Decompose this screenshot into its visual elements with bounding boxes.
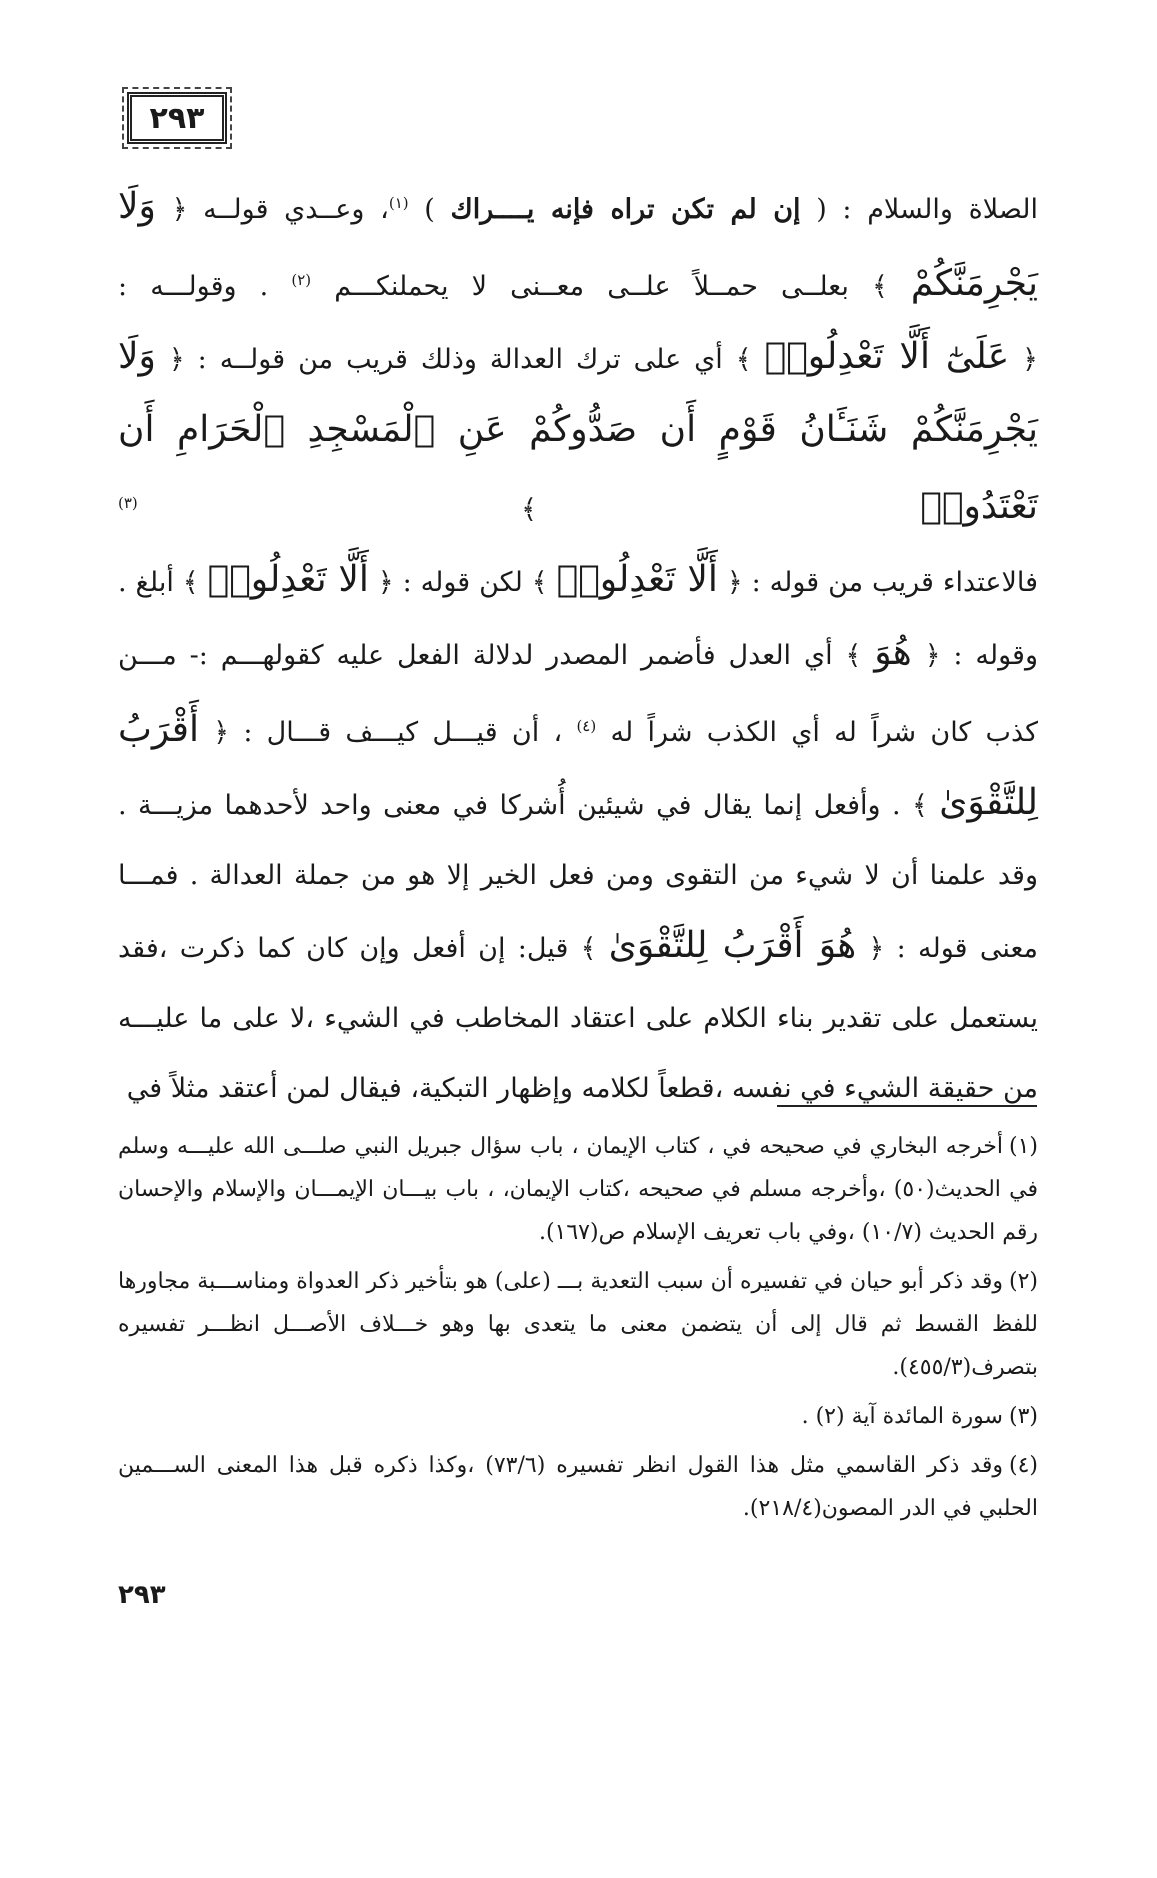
footnote bbox=[118, 1395, 1038, 1438]
text-line bbox=[118, 395, 1038, 545]
footnote-reference: (١) bbox=[388, 194, 409, 212]
text-line bbox=[118, 841, 1038, 911]
footnote-text: سورة المائدة آية (٢) . bbox=[801, 1404, 1003, 1429]
quran-verse: لِلتَّقْوَىٰ bbox=[939, 782, 1038, 823]
footnote-reference: (٣) bbox=[118, 494, 138, 512]
quran-verse: هُوَ أَقْرَبُ لِلتَّقْوَىٰ bbox=[608, 925, 857, 966]
text-segment: وقوله : ﴿ bbox=[911, 640, 1038, 671]
footnotes bbox=[118, 1125, 1038, 1536]
text-line bbox=[118, 245, 1038, 322]
page-number-bottom: ٢٩٣ bbox=[118, 1580, 166, 1610]
text-segment: فالاعتداء قريب من قوله : ﴿ bbox=[717, 567, 1038, 598]
text-line bbox=[118, 322, 1038, 395]
text-segment: ، أن قيـــل كيـــف قـــال : ﴿ bbox=[198, 717, 577, 748]
quran-verse: عَلَىٰٓ أَلَّا تَعْدِلُوا۟ bbox=[764, 336, 1010, 377]
text-segment: ﴾ لكن قوله : ﴿ bbox=[368, 567, 557, 598]
text-line bbox=[118, 768, 1038, 841]
text-segment: ﴾ . وأفعل إنما يقال في شيئين أُشركا في معنى واحد لأحدهما مزيـــة . bbox=[118, 790, 940, 821]
footnote-number: (٣) bbox=[1008, 1404, 1038, 1429]
text-segment: ﴾ أي العدل فأضمر المصدر لدلالة الفعل عليه كقولهـــم :- مـــن bbox=[118, 640, 875, 671]
text-segment: . وقولـــه : bbox=[118, 271, 292, 302]
quran-verse: وَلَا bbox=[118, 186, 156, 227]
text-line bbox=[118, 911, 1038, 984]
footnote bbox=[118, 1444, 1038, 1530]
footnote-text: وقد ذكر أبو حيان في تفسيره أن سبب التعدية بـــ (على) هو بتأخير ذكر العدواة ومناســـبة مجاورها للفظ القسط ثم قال إلى أن يتضمن معنى ما يتعدى بها وهو خـــلاف الأصـــل انظـــر تفسيره بتصرف(٤٥٥/٣). bbox=[118, 1269, 1038, 1380]
main-text bbox=[118, 168, 1038, 1124]
footnote-text: وقد ذكر القاسمي مثل هذا القول انظر تفسيره (٧٣/٦) ،وكذا ذكره قبل هذا المعنى الســـمين الحلبي في الدر المصون(٢١٨/٤). bbox=[118, 1453, 1038, 1521]
quran-verse: يَجْرِمَنَّكُمْ شَنَـَٔانُ قَوْمٍ أَن صَدُّوكُمْ عَنِ ٱلْمَسْجِدِ ٱلْحَرَامِ أَن تَعْتَدُوا۟ bbox=[118, 409, 1038, 527]
footnote bbox=[118, 1260, 1038, 1389]
text-line bbox=[118, 168, 1038, 245]
text-segment: وقد علمنا أن لا شيء من التقوى ومن فعل الخير إلا هو من جملة العدالة . فمـــا bbox=[118, 860, 1038, 891]
hadith-quote: إن لم تكن تراه فإنه يــــراك bbox=[450, 194, 801, 225]
footnote-reference: (٢) bbox=[291, 271, 312, 289]
text-segment: من حقيقة الشيء في نفسه ،قطعاً لكلامه وإظهار التبكية، فيقال لمن أعتقد مثلاً في bbox=[126, 1073, 1038, 1104]
footnote-reference: (٤) bbox=[576, 717, 597, 735]
footnote-divider bbox=[777, 1105, 1037, 1107]
text-segment: ، وعــدي قولــه ﴿ bbox=[155, 194, 389, 225]
quran-verse: يَجْرِمَنَّكُمْ bbox=[910, 263, 1038, 304]
text-line bbox=[118, 545, 1038, 618]
quran-verse: وَلَا bbox=[118, 336, 156, 377]
footnote-number: (٤) bbox=[1008, 1453, 1038, 1478]
text-segment: ﴾ أي على ترك العدالة وذلك قريب من قولــه : ﴿ bbox=[155, 344, 765, 375]
quran-verse: أَقْرَبُ bbox=[118, 709, 199, 750]
text-segment: معنى قوله : ﴿ bbox=[856, 933, 1038, 964]
text-line bbox=[118, 984, 1038, 1054]
footnote-number: (٢) bbox=[1008, 1269, 1038, 1294]
text-line bbox=[118, 618, 1038, 691]
text-segment: الصلاة والسلام : ( bbox=[800, 194, 1038, 225]
text-line bbox=[118, 1054, 1038, 1124]
text-segment: ﴿ bbox=[1009, 344, 1038, 375]
text-segment: ﴾ بعلــى حمــلاً علــى معــنى لا يحملنكـــم bbox=[311, 271, 911, 302]
text-line bbox=[118, 691, 1038, 768]
footnote bbox=[118, 1125, 1038, 1254]
text-segment: ﴾ أبلغ . bbox=[118, 567, 208, 598]
quran-verse: هُوَ bbox=[874, 632, 912, 673]
text-segment: يستعمل على تقدير بناء الكلام على اعتقاد المخاطب في الشيء ،لا على ما عليـــه bbox=[118, 1003, 1038, 1034]
text-segment: كذب كان شراً له أي الكذب شراً له bbox=[596, 717, 1038, 748]
text-segment: ﴾ bbox=[137, 494, 921, 525]
quran-verse: أَلَّا تَعْدِلُوا۟ bbox=[556, 559, 718, 600]
quran-verse: أَلَّا تَعْدِلُوا۟ bbox=[207, 559, 369, 600]
page-number-top: ٢٩٣ bbox=[127, 92, 227, 144]
footnote-number: (١) bbox=[1008, 1134, 1038, 1159]
text-segment: ) bbox=[408, 194, 451, 225]
footnote-text: أخرجه البخاري في صحيحه في ، كتاب الإيمان ، باب سؤال جبريل النبي صلـــى الله عليـــه وسلم في الحديث(٥٠) ،وأخرجه مسلم في صحيحه ،كتاب الإيمان، ، باب بيـــان الإيمـــان والإسلام والإحسان رقم الحديث (١٠/٧) ،وفي باب تعريف الإسلام ص(١٦٧). bbox=[118, 1134, 1038, 1245]
text-segment: ﴾ قيل: إن أفعل وإن كان كما ذكرت ،فقد bbox=[118, 933, 609, 964]
